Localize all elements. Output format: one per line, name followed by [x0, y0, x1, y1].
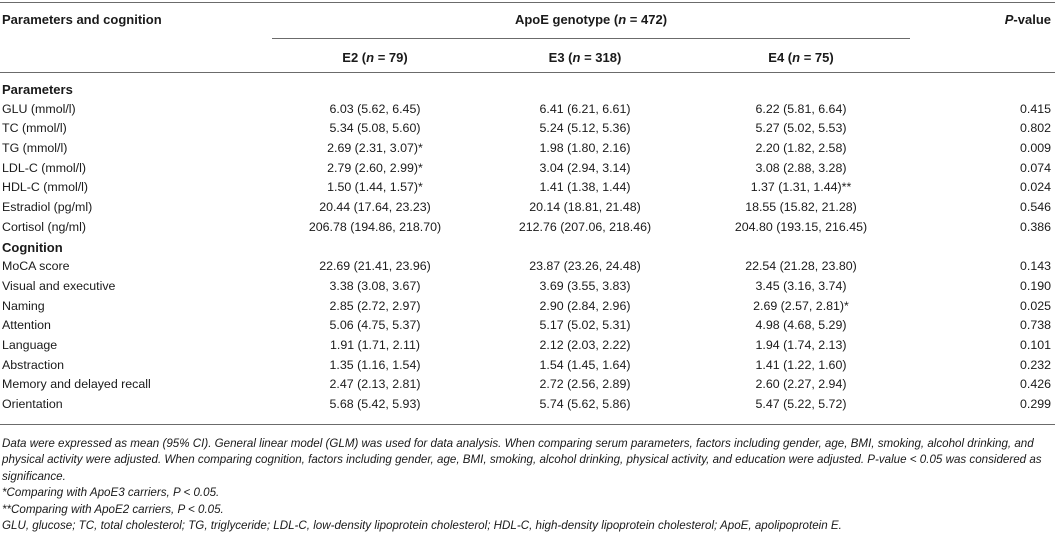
row-label: Estradiol (pg/ml): [2, 200, 93, 215]
row-label: TG (mmol/l): [2, 141, 68, 156]
header-rule: [0, 72, 1055, 73]
cell-e4: 5.27 (5.02, 5.53): [755, 121, 847, 136]
cell-e4: 22.54 (21.28, 23.80): [745, 259, 857, 274]
row-label: MoCA score: [2, 259, 70, 274]
table-row: [0, 316, 1055, 336]
header-e2: E2 (n = 79): [342, 50, 408, 65]
table-row: [0, 218, 1055, 238]
cell-e2: 3.38 (3.08, 3.67): [329, 278, 421, 293]
table-row: [0, 198, 1055, 218]
header-p-value: P-value: [1004, 12, 1051, 27]
row-label: GLU (mmol/l): [2, 101, 76, 116]
row-label: TC (mmol/l): [2, 121, 67, 136]
cell-e2: 2.79 (2.60, 2.99)*: [327, 160, 423, 175]
row-label: Abstraction: [2, 357, 64, 372]
cell-e3: 3.69 (3.55, 3.83): [539, 278, 631, 293]
row-label: Visual and executive: [2, 278, 116, 293]
cell-e3: 5.74 (5.62, 5.86): [539, 397, 631, 411]
cell-e3: 212.76 (207.06, 218.46): [518, 219, 652, 234]
cell-e3: 2.90 (2.84, 2.96): [539, 298, 631, 313]
cell-p-value: 0.143: [1019, 259, 1051, 274]
cell-p-value: 0.299: [1019, 397, 1051, 411]
cell-e3: 2.72 (2.56, 2.89): [539, 377, 631, 392]
cell-p-value: 0.190: [1019, 278, 1051, 293]
table-row: [0, 100, 1055, 120]
row-label: Attention: [2, 318, 51, 333]
cell-p-value: 0.024: [1019, 180, 1051, 195]
cell-e4: 3.45 (3.16, 3.74): [755, 278, 847, 293]
table-row: [0, 257, 1055, 277]
cell-p-value: 0.386: [1019, 219, 1051, 234]
table-row: [0, 297, 1055, 317]
table-footnotes: [2, 436, 1052, 534]
cell-e4: 1.94 (1.74, 2.13): [755, 337, 847, 352]
cell-e2: 206.78 (194.86, 218.70): [308, 219, 442, 234]
cell-e3: 5.17 (5.02, 5.31): [539, 318, 631, 333]
table-row: [0, 178, 1055, 198]
cell-e2: 22.69 (21.41, 23.96): [319, 259, 431, 274]
table-row: [0, 395, 1055, 415]
cell-e2: 2.85 (2.72, 2.97): [329, 298, 421, 313]
cell-e4: 2.60 (2.27, 2.94): [755, 377, 847, 392]
cell-e3: 1.98 (1.80, 2.16): [539, 141, 631, 156]
cell-e3: 23.87 (23.26, 24.48): [529, 259, 641, 274]
cell-p-value: 0.802: [1019, 121, 1051, 136]
cell-p-value: 0.426: [1019, 377, 1051, 392]
cell-e4: 1.41 (1.22, 1.60): [755, 357, 847, 372]
cell-p-value: 0.232: [1019, 357, 1051, 372]
cell-p-value: 0.025: [1019, 298, 1051, 313]
row-label: Memory and delayed recall: [2, 377, 151, 392]
cell-p-value: 0.101: [1019, 337, 1051, 352]
cell-e4: 204.80 (193.15, 216.45): [734, 219, 868, 234]
table-row: [0, 159, 1055, 179]
row-label: LDL-C (mmol/l): [2, 160, 86, 175]
cell-p-value: 0.074: [1019, 160, 1051, 175]
cell-e4: 4.98 (4.68, 5.29): [755, 318, 847, 333]
cell-p-value: 0.546: [1019, 200, 1051, 215]
cell-e2: 5.06 (4.75, 5.37): [329, 318, 421, 333]
cell-e3: 1.54 (1.45, 1.64): [539, 357, 631, 372]
footnote-main: Data were expressed as mean (95% CI). General linear model (GLM) was used for data analysis. When comparing serum parameters, factors including gender, age, BMI, smoking, alcohol drinking, and physical activity were adjusted. When comparing cognition, factors including gender, age, BMI, smoking, alcohol drinking, physical activity, and education were adjusted. P-value < 0.05 was considered as significance.: [2, 437, 1042, 483]
cell-e3: 1.41 (1.38, 1.44): [539, 180, 631, 195]
spanner-rule: [272, 38, 910, 39]
cell-e3: 6.41 (6.21, 6.61): [539, 101, 631, 116]
cell-e3: 20.14 (18.81, 21.48): [529, 200, 641, 215]
cell-e4: 1.37 (1.31, 1.44)**: [750, 180, 852, 195]
row-label: Naming: [2, 298, 45, 313]
row-label: Language: [2, 337, 58, 352]
footnote-star1: *Comparing with ApoE3 carriers, P < 0.05.: [2, 486, 220, 500]
table-body: [0, 80, 1055, 415]
cell-e2: 1.91 (1.71, 2.11): [329, 337, 420, 352]
section-title: Cognition: [2, 239, 63, 255]
cell-e4: 6.22 (5.81, 6.64): [755, 101, 847, 116]
cell-e4: 3.08 (2.88, 3.28): [755, 160, 847, 175]
cell-e2: 1.35 (1.16, 1.54): [329, 357, 421, 372]
table-row: [0, 277, 1055, 297]
top-rule: [0, 2, 1055, 3]
header-e3: E3 (n = 318): [548, 50, 622, 65]
cell-e2: 5.68 (5.42, 5.93): [329, 397, 421, 411]
cell-e3: 2.12 (2.03, 2.22): [539, 337, 631, 352]
cell-e2: 5.34 (5.08, 5.60): [329, 121, 421, 136]
header-apoe-genotype: ApoE genotype (n = 472): [514, 12, 668, 27]
cell-e4: 2.20 (1.82, 2.58): [755, 141, 847, 156]
table-row: [0, 119, 1055, 139]
table-row: [0, 139, 1055, 159]
row-label: HDL-C (mmol/l): [2, 180, 89, 195]
header-e4: E4 (n = 75): [768, 50, 834, 65]
table-row: [0, 375, 1055, 395]
footnote-abbreviations: GLU, glucose; TC, total cholesterol; TG, triglyceride; LDL-C, low-density lipoprotein cholesterol; HDL-C, high-density lipoprotein cholesterol; ApoE, apolipoprotein E.: [2, 519, 842, 533]
footnote-star2: **Comparing with ApoE2 carriers, P < 0.05.: [2, 502, 224, 516]
table-row: [0, 336, 1055, 356]
header-parameters-cognition: Parameters and cognition: [2, 12, 162, 27]
bottom-rule: [0, 424, 1055, 425]
cell-e2: 2.47 (2.13, 2.81): [329, 377, 421, 392]
cell-e2: 1.50 (1.44, 1.57)*: [327, 180, 423, 195]
row-label: Cortisol (ng/ml): [2, 219, 86, 234]
cell-p-value: 0.009: [1019, 141, 1051, 156]
cell-e4: 5.47 (5.22, 5.72): [755, 397, 847, 411]
cell-e3: 5.24 (5.12, 5.36): [539, 121, 631, 136]
cell-e3: 3.04 (2.94, 3.14): [539, 160, 631, 175]
cell-e2: 6.03 (5.62, 6.45): [329, 101, 421, 116]
cell-e4: 2.69 (2.57, 2.81)*: [753, 298, 849, 313]
cell-p-value: 0.738: [1019, 318, 1051, 333]
section-heading: [0, 238, 1055, 258]
section-heading: [0, 80, 1055, 100]
table-row: [0, 356, 1055, 376]
cell-e2: 2.69 (2.31, 3.07)*: [327, 141, 423, 156]
cell-e4: 18.55 (15.82, 21.28): [745, 200, 857, 215]
section-title: Parameters: [2, 82, 73, 97]
cell-e2: 20.44 (17.64, 23.23): [319, 200, 431, 215]
row-label: Orientation: [2, 397, 63, 411]
cell-p-value: 0.415: [1019, 101, 1051, 116]
